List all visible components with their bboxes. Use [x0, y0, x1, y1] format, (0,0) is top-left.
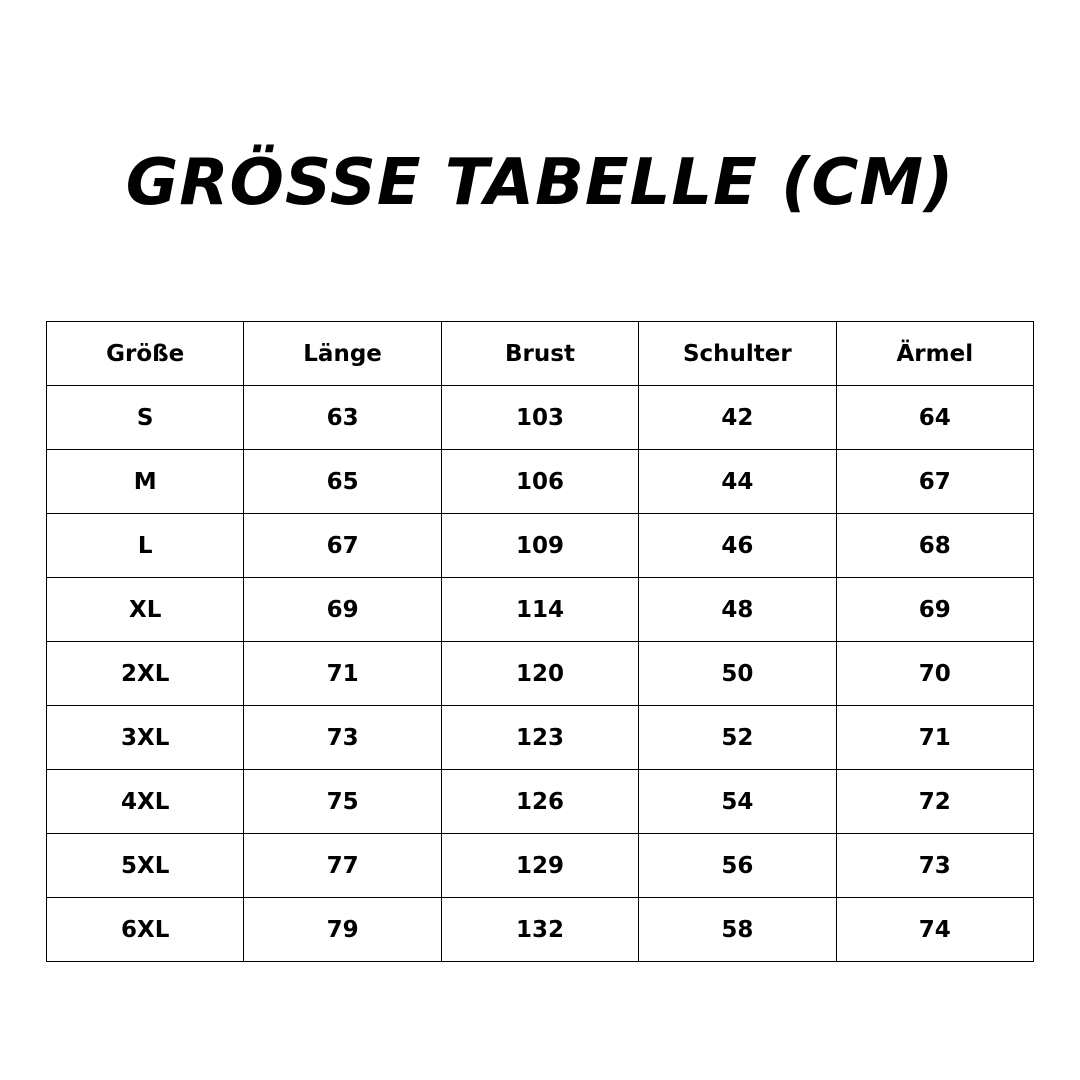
table-row — [47, 386, 1034, 450]
table-row — [47, 514, 1034, 578]
table-cell: 106 — [441, 450, 638, 514]
table-cell: 129 — [441, 834, 638, 898]
table-cell: 48 — [639, 578, 836, 642]
table-row — [47, 642, 1034, 706]
table-cell: 73 — [244, 706, 441, 770]
table-row — [47, 578, 1034, 642]
header-cell: Brust — [441, 322, 638, 386]
header-cell: Schulter — [639, 322, 836, 386]
table-cell: 63 — [244, 386, 441, 450]
table-row — [47, 898, 1034, 962]
table-cell: 68 — [836, 514, 1033, 578]
table-cell: 52 — [639, 706, 836, 770]
header-cell: Ärmel — [836, 322, 1033, 386]
table-header-row — [47, 322, 1034, 386]
table-row — [47, 706, 1034, 770]
table-cell: L — [47, 514, 244, 578]
table-row — [47, 834, 1034, 898]
table-cell: 67 — [244, 514, 441, 578]
table-cell: 132 — [441, 898, 638, 962]
table-cell: 44 — [639, 450, 836, 514]
table-cell: 73 — [836, 834, 1033, 898]
table-cell: 69 — [244, 578, 441, 642]
table-cell: M — [47, 450, 244, 514]
table-cell: 120 — [441, 642, 638, 706]
table-cell: 46 — [639, 514, 836, 578]
table-cell: 2XL — [47, 642, 244, 706]
header-cell: Länge — [244, 322, 441, 386]
table-cell: 50 — [639, 642, 836, 706]
page-title: GRÖSSE TABELLE (CM) — [125, 146, 955, 220]
table-cell: 3XL — [47, 706, 244, 770]
table-cell: 4XL — [47, 770, 244, 834]
table-cell: 109 — [441, 514, 638, 578]
table-cell: 77 — [244, 834, 441, 898]
table-cell: 114 — [441, 578, 638, 642]
table-cell: 71 — [836, 706, 1033, 770]
table-cell: 65 — [244, 450, 441, 514]
table-cell: 126 — [441, 770, 638, 834]
table-cell: XL — [47, 578, 244, 642]
table-cell: 70 — [836, 642, 1033, 706]
table-cell: 58 — [639, 898, 836, 962]
table-cell: 54 — [639, 770, 836, 834]
table-cell: 69 — [836, 578, 1033, 642]
table-cell: 64 — [836, 386, 1033, 450]
table-cell: 79 — [244, 898, 441, 962]
table-cell: 103 — [441, 386, 638, 450]
table-cell: 72 — [836, 770, 1033, 834]
table-cell: 67 — [836, 450, 1033, 514]
table-cell: 56 — [639, 834, 836, 898]
table-cell: 123 — [441, 706, 638, 770]
size-table — [46, 321, 1034, 962]
table-row — [47, 770, 1034, 834]
table-cell: 6XL — [47, 898, 244, 962]
table-cell: S — [47, 386, 244, 450]
table-cell: 5XL — [47, 834, 244, 898]
table-cell: 74 — [836, 898, 1033, 962]
table-cell: 71 — [244, 642, 441, 706]
table-row — [47, 450, 1034, 514]
table-cell: 75 — [244, 770, 441, 834]
header-cell: Größe — [47, 322, 244, 386]
table-cell: 42 — [639, 386, 836, 450]
